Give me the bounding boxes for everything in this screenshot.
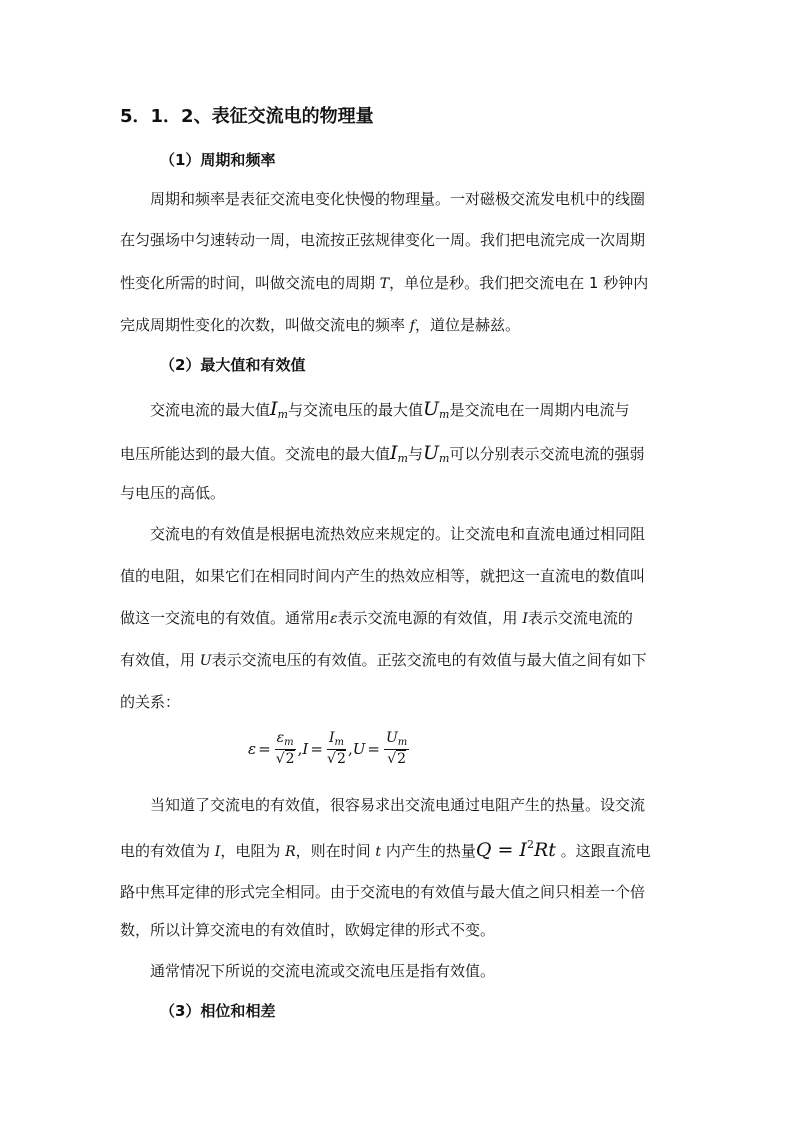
paragraph-line: 在匀强场中匀速转动一周，电流按正弦规律变化一周。我们把电流完成一次周期 xyxy=(120,231,646,249)
paragraph-line: 完成周期性变化的次数，叫做交流电的频率 f，道位是赫兹。 xyxy=(120,316,520,334)
paragraph-line: 性变化所需的时间，叫做交流电的周期 T，单位是秒。我们把交流电在 1 秒钟内 xyxy=(120,274,649,292)
var-f: f xyxy=(409,318,415,334)
subheading-period-frequency: （1）周期和频率 xyxy=(160,151,276,169)
var-U: U xyxy=(199,653,212,669)
joule-heat-formula: Q = I xyxy=(475,839,527,861)
paragraph-line: 当知道了交流电的有效值，很容易求出交流电通过电阻产生的热量。设交流 xyxy=(150,796,646,814)
section-title: 5．1．2、表征交流电的物理量 xyxy=(120,106,374,127)
paragraph-line: 周期和频率是表征交流电变化快慢的物理量。一对磁极交流发电机中的线圈 xyxy=(150,190,646,208)
fraction-I: $\frac{I_m}{√2}$ xyxy=(327,730,346,767)
paragraph-line: 路中焦耳定律的形式完全相同。由于交流电的有效值与最大值之间只相差一个倍 xyxy=(120,883,646,901)
subheading-phase: （3）相位和相差 xyxy=(160,1002,276,1020)
var-Im: I xyxy=(390,442,398,464)
paragraph-line: 与电压的高低。 xyxy=(120,484,226,502)
paragraph-line: 交流电流的最大值$I_m$与交流电压的最大值$U_m$是交流电在一周期内电流与 xyxy=(150,398,630,421)
var-Um: U xyxy=(422,442,439,464)
paragraph-line: 电压所能达到的最大值。交流电的最大值$I_m$与$U_m$可以分别表示交流电流的强弱 xyxy=(120,442,645,465)
var-Um: U xyxy=(422,398,439,420)
effective-value-formula: ε = $\frac{\varepsilon_m}{√2}$ , I = $\frac{I_m}{√2}$ , U = $\frac{U_m}{√2}$ xyxy=(248,730,408,767)
subheading-max-effective: （2）最大值和有效值 xyxy=(160,356,306,374)
paragraph-line: 通常情况下所说的交流电流或交流电压是指有效值。 xyxy=(150,962,496,980)
fraction-eps: $\frac{\varepsilon_m}{√2}$ xyxy=(275,730,295,767)
var-epsilon: ε xyxy=(330,611,338,627)
var-I: I xyxy=(522,611,528,627)
paragraph-line: 交流电的有效值是根据电流热效应来规定的。让交流电和直流电通过相同阻 xyxy=(150,525,646,543)
paragraph-line: 值的电阻，如果它们在相同时间内产生的热效应相等，就把这一直流电的数值叫 xyxy=(120,567,646,585)
paragraph-line: 有效值，用 U表示交流电压的有效值。正弦交流电的有效值与最大值之间有如下 xyxy=(120,651,647,669)
var-Im: I xyxy=(270,398,278,420)
paragraph-line: 做这一交流电的有效值。通常用ε表示交流电源的有效值，用 I表示交流电流的 xyxy=(120,609,633,627)
paragraph-line: 数，所以计算交流电的有效值时，欧姆定律的形式不变。 xyxy=(120,921,496,939)
fraction-U: $\frac{U_m}{√2}$ xyxy=(385,730,408,767)
var-T: T xyxy=(379,276,390,292)
paragraph-line: 电的有效值为 I，电阻为 R，则在时间 t 内产生的热量$Q = I^2Rt$ 。这跟直流电 xyxy=(120,838,651,861)
paragraph-line: 的关系： xyxy=(120,693,181,711)
